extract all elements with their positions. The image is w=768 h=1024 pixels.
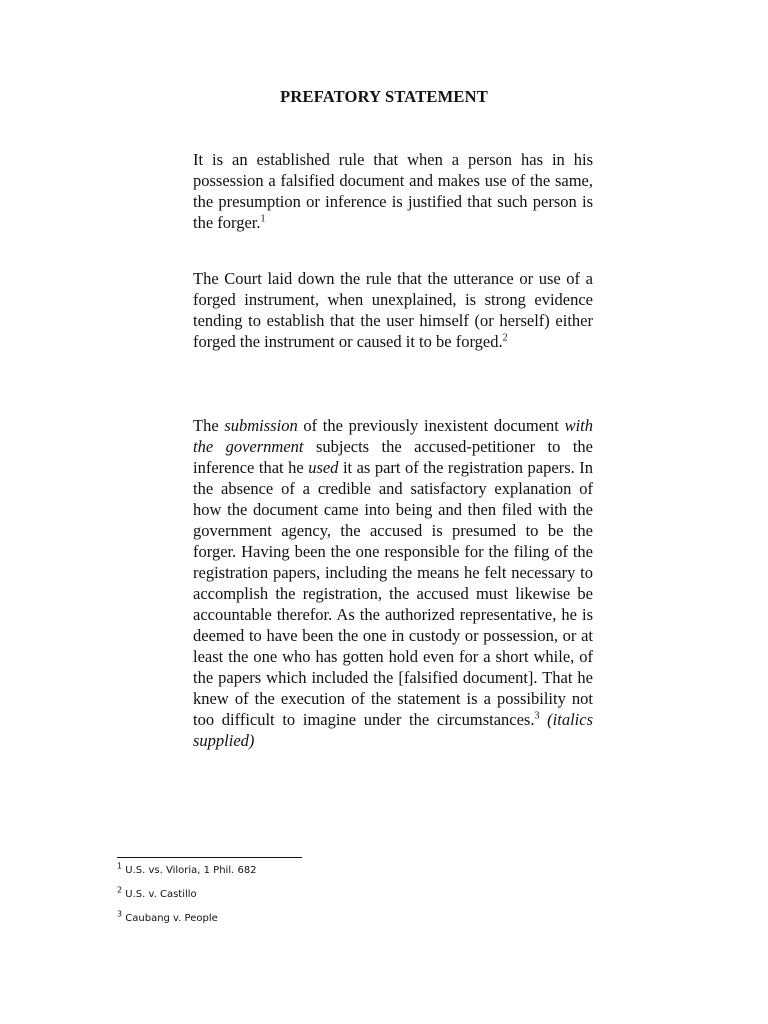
footnote-divider (117, 857, 302, 858)
footnote-ref-1: 1 (260, 213, 266, 225)
paragraph-3-italic-used: used (308, 458, 339, 477)
footnote-2 (117, 885, 197, 902)
paragraph-3-italic-submission: submission (224, 416, 298, 435)
paragraph-3-text-c: subjects the accused-petitioner to the inference that he (193, 437, 593, 477)
footnote-2-number: 2 (117, 885, 123, 895)
paragraph-2-text: The Court laid down the rule that the utterance or use of a forged instrument, when unexplained, is strong evidence tending to establish that the user himself (or herself) either forged the instrument or caused it to be forged. (193, 269, 593, 351)
paragraph-1 (193, 149, 593, 233)
footnote-3-text: Caubang v. People (122, 913, 218, 924)
paragraph-3-text-b: of the previously inexistent document (297, 416, 565, 435)
paragraph-2 (193, 268, 593, 352)
paragraph-1-text: It is an established rule that when a person has in his possession a falsified document and makes use of the same, the presumption or inference is justified that such person is the forger. (193, 150, 593, 232)
paragraph-3-italic-government: with the government (193, 416, 594, 456)
footnote-1-text: U.S. vs. Viloria, 1 Phil. 682 (122, 865, 257, 876)
footnote-1 (117, 861, 257, 878)
paragraph-3-text-d: it as part of the registration papers. In the absence of a credible and satisfactory explanation of how the document came into being and then filed with the government agency, the accused is presumed to be the forger. Having been the one responsible for the filing of the registration papers, including the means he felt necessary to accomplish the registration, the accused must likewise be accountable therefor. As the authorized representative, he is deemed to have been the one in custody or possession, or at least the one who has gotten hold even for a short while, of the papers which included the [falsified document]. That he knew of the execution of the statement is a possibility not too difficult to imagine under the circumstances. (193, 458, 593, 729)
footnote-ref-3: 3 (534, 710, 540, 722)
paragraph-3-italics-supplied: (italics supplied) (193, 710, 594, 750)
footnote-ref-2: 2 (502, 332, 508, 344)
footnote-3 (117, 909, 218, 926)
paragraph-3-text-a: The (193, 416, 225, 435)
footnote-1-number: 1 (117, 861, 123, 871)
page-title: PREFATORY STATEMENT (280, 87, 488, 106)
paragraph-3 (193, 415, 593, 751)
footnote-3-number: 3 (117, 909, 123, 919)
footnote-2-text: U.S. v. Castillo (122, 889, 197, 900)
